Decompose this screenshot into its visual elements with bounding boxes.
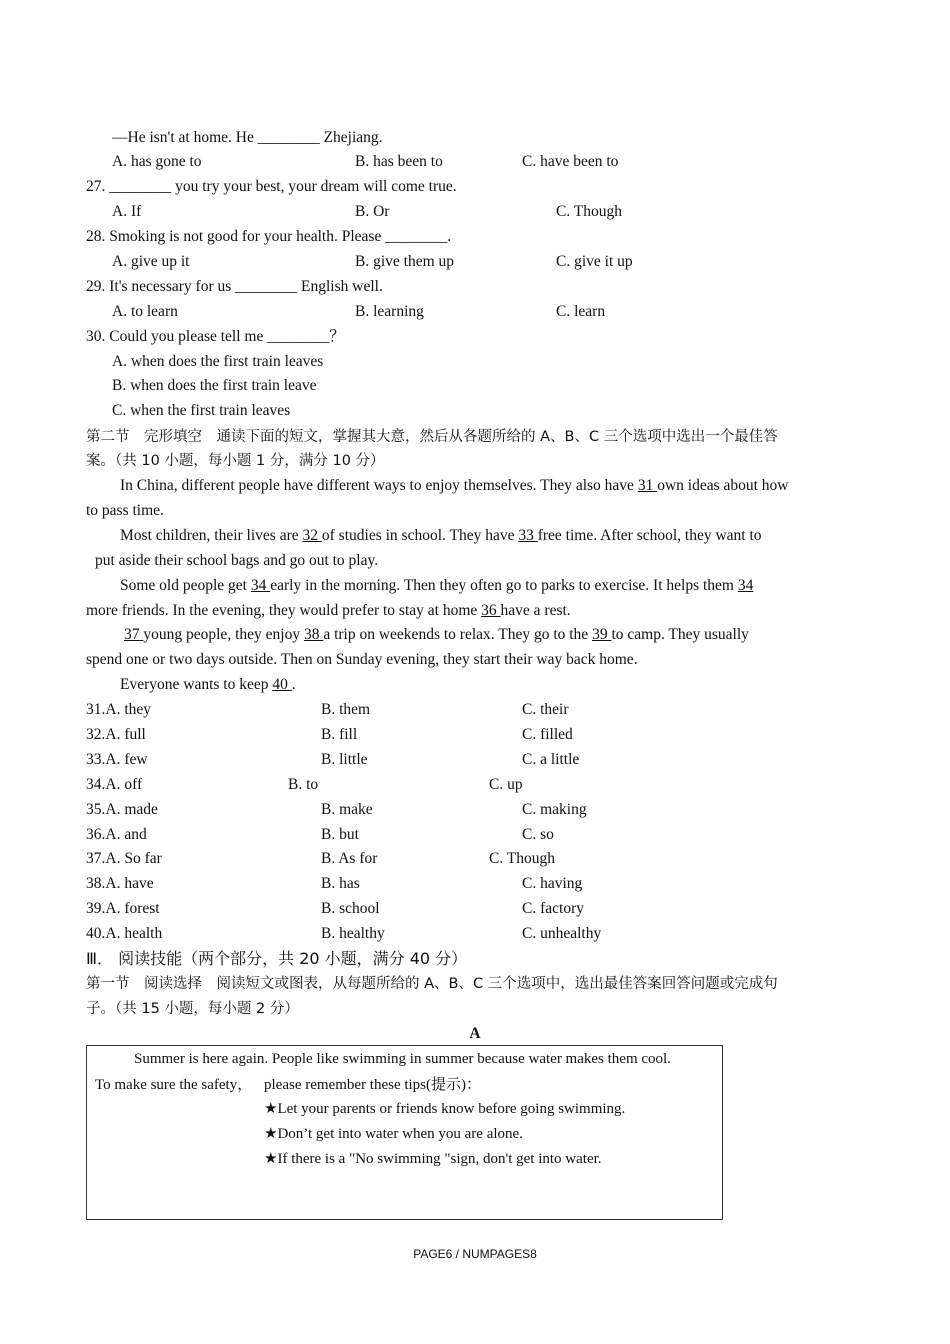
option-row-40-a: 40.A. health [86, 925, 163, 942]
part3-section1-line1: 第一节 阅读选择 阅读短文或图表，从每题所给的 A、B、C 三个选项中，选出最佳答案回答问题或完成句 [86, 976, 778, 992]
q29-option-c: C. learn [556, 303, 606, 320]
blank-37: 37 [124, 626, 144, 643]
option-row-35-b: B. make [321, 801, 373, 818]
q29-option-b: B. learning [355, 303, 424, 320]
q28-option-c: C. give it up [556, 253, 633, 270]
option-row-34-b: B. to [288, 776, 319, 793]
box-a-line1: Summer is here again. People like swimming in summer because water makes them cool. [134, 1051, 671, 1067]
option-row-33-c: C. a little [522, 751, 580, 768]
part3-title: Ⅲ． 阅读技能（两个部分，共 20 小题，满分 40 分） [86, 949, 468, 968]
option-row-39-c: C. factory [522, 900, 584, 917]
passage-p4-line2: spend one or two days outside. Then on Sunday evening, they start their way back home. [86, 651, 638, 668]
box-a-line2-post: please remember these tips(提示)： [264, 1077, 482, 1093]
q29-option-a: A. to learn [112, 303, 178, 320]
passage-p4-line1: 37 young people, they enjoy 38 a trip on weekends to relax. They go to the 39 to camp. They usually [124, 626, 749, 643]
passage-p3-line2: more friends. In the evening, they would prefer to stay at home 36 have a rest. [86, 602, 571, 619]
passage-p2-line2: put aside their school bags and go out to play. [95, 552, 379, 569]
option-row-36-b: B. but [321, 826, 359, 843]
option-row-37-c: C. Though [489, 850, 556, 867]
q30-option-b: B. when does the first train leave [112, 377, 317, 394]
option-row-32-b: B. fill [321, 726, 358, 743]
q27-stem: 27. ________ you try your best, your dream will come true. [86, 178, 457, 195]
q26-option-b: B. has been to [355, 153, 443, 170]
q28-option-a: A. give up it [112, 253, 190, 270]
box-a-line2-pre: To make sure the safety， [95, 1077, 253, 1093]
option-row-35-a: 35.A. made [86, 801, 158, 818]
option-row-36-c: C. so [522, 826, 554, 843]
option-row-34-a: 34.A. off [86, 776, 143, 793]
section2-instruction-line1: 第二节 完形填空 通读下面的短文，掌握其大意，然后从各题所给的 A、B、C 三个选项中选出一个最佳答 [86, 429, 778, 445]
option-row-34-c: C. up [489, 776, 523, 793]
passage-a-heading: A [469, 1025, 481, 1042]
option-row-40-b: B. healthy [321, 925, 385, 942]
blank-35: 34 [737, 577, 754, 594]
q30-option-a: A. when does the first train leaves [112, 353, 324, 370]
q30-stem: 30. Could you please tell me ________？ [86, 328, 345, 345]
option-row-37-b: B. As for [321, 850, 378, 867]
blank-40: 40 [272, 676, 292, 693]
box-a-tip2: ★Don’t get into water when you are alone. [264, 1126, 523, 1142]
q26-stem: —He isn't at home. He ________ Zhejiang. [112, 129, 383, 146]
option-row-31-b: B. them [321, 701, 371, 718]
page-footer: PAGE6 / NUMPAGES8 [413, 1247, 537, 1261]
blank-32: 32 [302, 527, 322, 544]
q26-option-c: C. have been to [522, 153, 619, 170]
q27-option-c: C. Though [556, 203, 623, 220]
part3-section1-line2: 子。（共 15 小题，每小题 2 分） [86, 1001, 299, 1017]
option-row-31-a: 31.A. they [86, 701, 152, 718]
q27-option-a: A. If [112, 203, 142, 220]
option-row-38-a: 38.A. have [86, 875, 154, 892]
option-row-38-c: C. having [522, 875, 583, 892]
option-row-37-a: 37.A. So far [86, 850, 162, 867]
option-row-36-a: 36.A. and [86, 826, 147, 843]
passage-p2-line1: Most children, their lives are 32 of studies in school. They have 33 free time. After school, they want to [120, 527, 762, 544]
q29-stem: 29. It's necessary for us ________ English well. [86, 278, 383, 295]
option-row-39-b: B. school [321, 900, 380, 917]
passage-p3-line1: Some old people get 34 early in the morning. Then they often go to parks to exercise. It helps them 34 [120, 577, 754, 594]
option-row-35-c: C. making [522, 801, 587, 818]
option-row-33-b: B. little [321, 751, 368, 768]
q27-option-b: B. Or [355, 203, 390, 220]
q28-option-b: B. give them up [355, 253, 455, 270]
option-row-31-c: C. their [522, 701, 569, 718]
blank-31: 31 [637, 477, 658, 494]
blank-39: 39 [592, 626, 612, 643]
q28-stem: 28. Smoking is not good for your health. Please ________. [86, 228, 452, 245]
q26-option-a: A. has gone to [112, 153, 202, 170]
option-row-39-a: 39.A. forest [86, 900, 160, 917]
box-a-tip1: ★Let your parents or friends know before going swimming. [264, 1101, 626, 1117]
option-row-32-c: C. filled [522, 726, 573, 743]
blank-33: 33 [518, 527, 538, 544]
option-row-32-a: 32.A. full [86, 726, 146, 743]
q30-option-c: C. when the first train leaves [112, 402, 291, 419]
option-row-33-a: 33.A. few [86, 751, 148, 768]
blank-36: 36 [481, 602, 501, 619]
section2-instruction-line2: 案。（共 10 小题，每小题 1 分，满分 10 分） [86, 453, 385, 469]
passage-p1-line2: to pass time. [86, 502, 164, 519]
option-row-38-b: B. has [321, 875, 360, 892]
box-a-tip3: ★If there is a "No swimming "sign, don't get into water. [264, 1151, 602, 1167]
passage-p1-line1: In China, different people have different ways to enjoy themselves. They also have 31 own ideas about how [120, 477, 789, 494]
blank-38: 38 [303, 626, 324, 643]
blank-34: 34 [250, 577, 271, 594]
option-row-40-c: C. unhealthy [522, 925, 602, 942]
passage-p5: Everyone wants to keep 40 . [120, 676, 296, 693]
